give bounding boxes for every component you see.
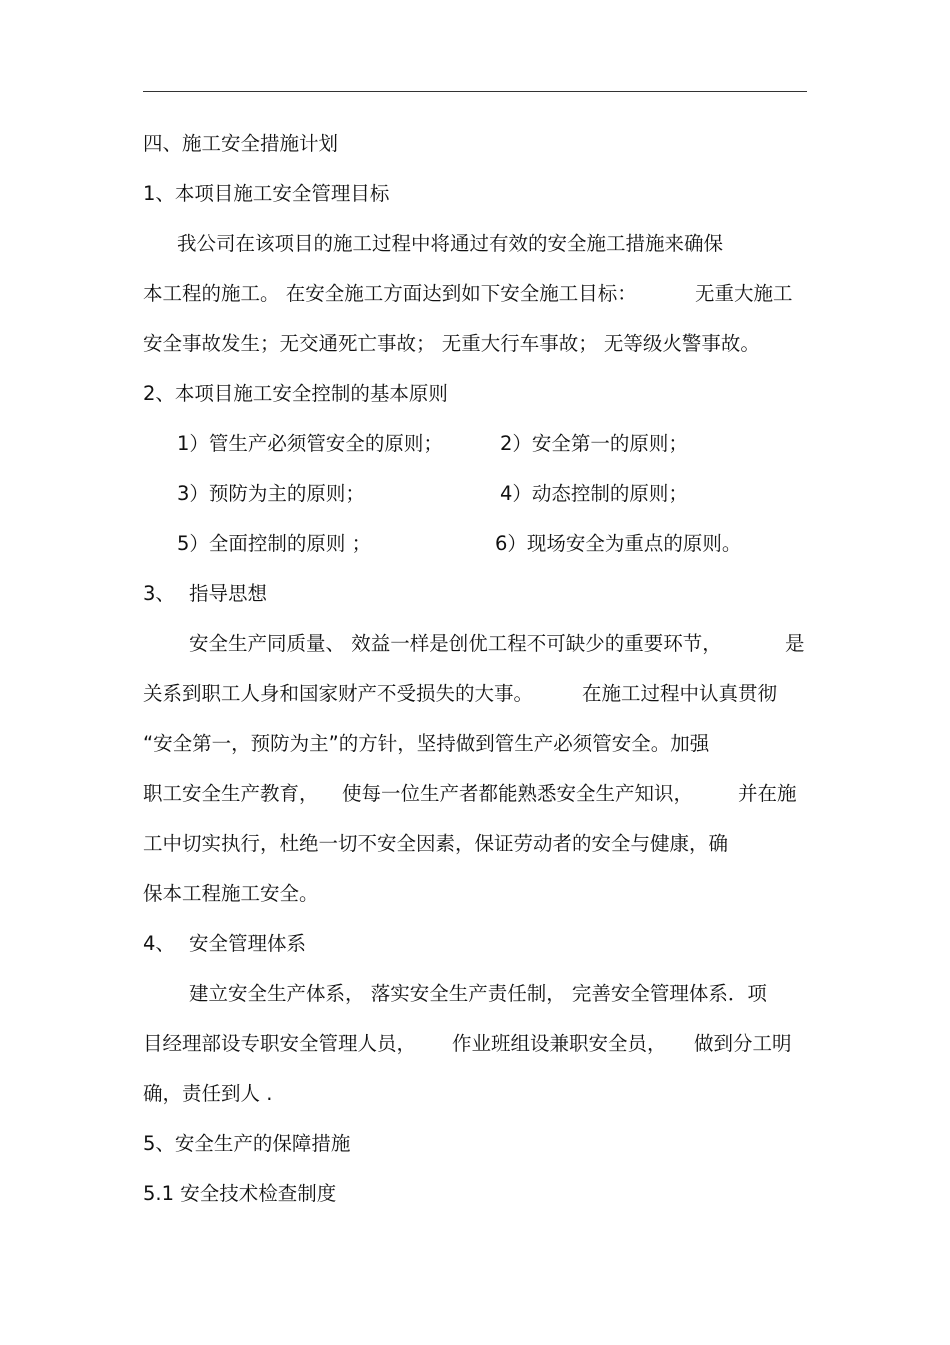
heading-2: 2、本项目施工安全控制的基本原则 [143,382,448,405]
paragraph-line: 无重大施工 [695,282,793,305]
heading-3-text: 指导思想 [189,582,268,605]
paragraph-line: 目经理部设专职安全管理人员， [143,1032,417,1055]
heading-5: 5、安全生产的保障措施 [143,1132,351,1155]
paragraph-line: 在施工过程中认真贯彻 [582,682,778,705]
paragraph-line: 使每一位生产者都能熟悉安全生产知识， [342,782,694,805]
paragraph-line: 安全事故发生；无交通死亡事故； 无重大行车事故； 无等级火警事故。 [143,332,760,355]
paragraph-line: 职工安全生产教育， [143,782,319,805]
principle-item: 1）管生产必须管安全的原则； [177,432,443,455]
paragraph-line: 作业班组设兼职安全员， [452,1032,667,1055]
principle-item: 4）动态控制的原则； [500,482,688,505]
principle-item: 3）预防为主的原则； [177,482,365,505]
paragraph-line: 工中切实执行，杜绝一切不安全因素，保证劳动者的安全与健康，确 [143,832,729,855]
subheading-5-1: 5.1 安全技术检查制度 [143,1182,337,1205]
paragraph-line: 保本工程施工安全。 [143,882,319,905]
principle-item: 6）现场安全为重点的原则。 [495,532,742,555]
section-title: 四、施工安全措施计划 [143,132,339,155]
principle-item: 5）全面控制的原则 ； [177,532,372,555]
heading-4-text: 安全管理体系 [189,932,307,955]
paragraph-line: 我公司在该项目的施工过程中将通过有效的安全施工措施来确保 [177,232,724,255]
heading-1: 1、本项目施工安全管理目标 [143,182,390,205]
heading-3-number: 3、 [143,582,175,605]
paragraph-line: 建立安全生产体系， 落实安全生产责任制， 完善安全管理体系．项 [189,982,767,1005]
paragraph-line: 安全生产同质量、 效益一样是创优工程不可缺少的重要环节， [189,632,722,655]
paragraph-line: 是 [785,632,805,655]
paragraph-line: 并在施 [738,782,797,805]
paragraph-line: 关系到职工人身和国家财产不受损失的大事。 [143,682,534,705]
paragraph-line: 确，责任到人 . [143,1082,273,1105]
paragraph-line: 做到分工明 [694,1032,792,1055]
heading-4-number: 4、 [143,932,175,955]
paragraph-line: 本工程的施工。 在安全施工方面达到如下安全施工目标： [143,282,637,305]
header-rule [143,91,807,92]
principle-item: 2）安全第一的原则； [500,432,688,455]
paragraph-line: “安全第一，预防为主”的方针，坚持做到管生产必须管安全。加强 [143,732,710,755]
